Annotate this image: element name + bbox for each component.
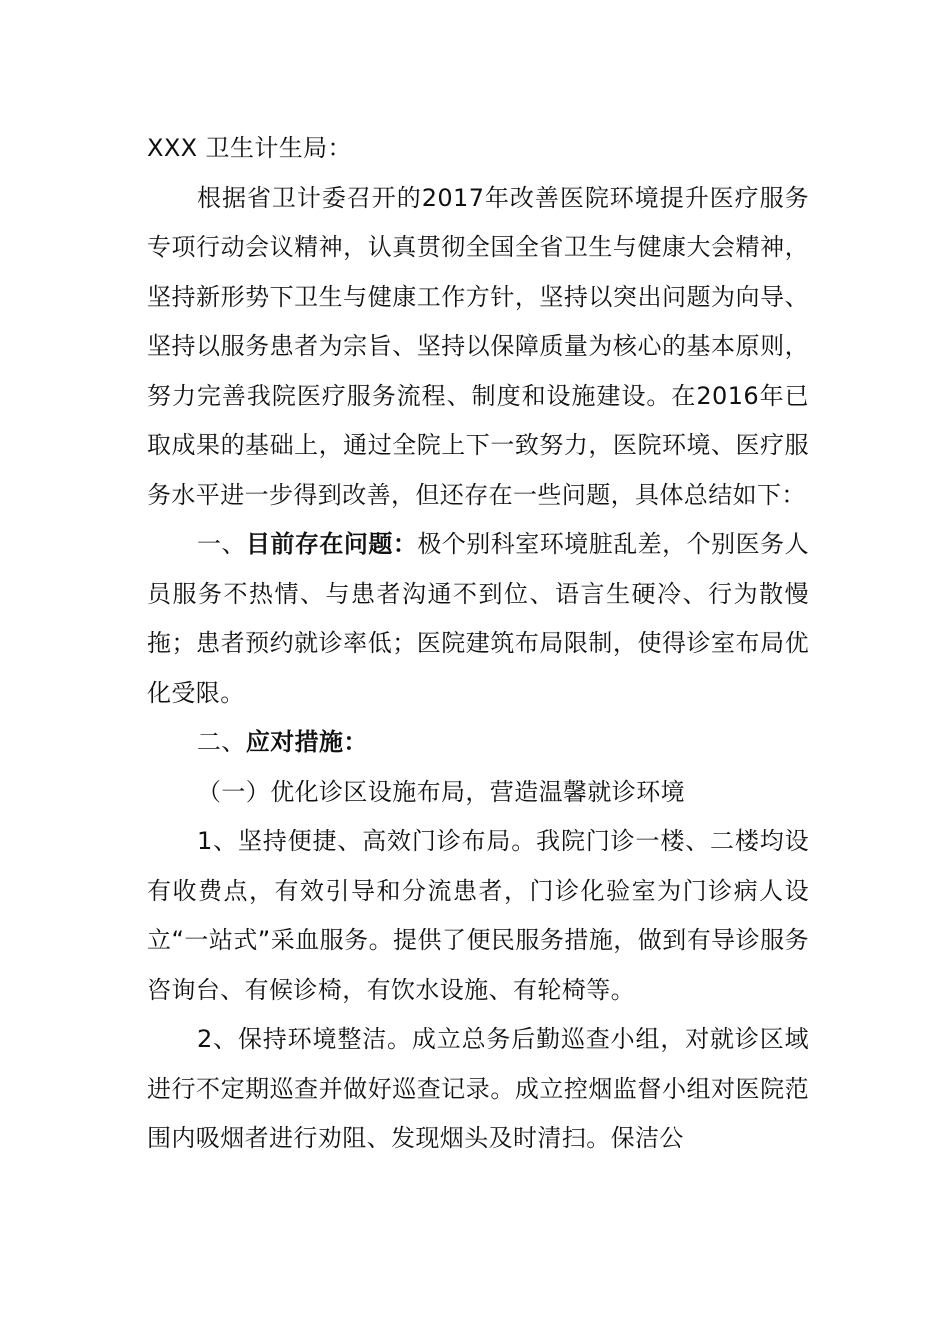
document-body [147,124,809,1164]
item1-paragraph: 1、坚持便捷、高效门诊布局。我院门诊一楼、二楼均设有收费点，有效引导和分流患者，门诊化验室为门诊病人设立“一站式”采血服务。提供了便民服务措施，做到有导诊服务咨询台、有候诊椅，有饮水设施、有轮椅等。 [147,827,809,1004]
item2-paragraph: 2、保持环境整洁。成立总务后勤巡查小组，对就诊区域进行不定期巡查并做好巡查记录。成立控烟监督小组对医院范围内吸烟者进行劝阻、发现烟头及时清扫。保洁公 [147,1025,809,1152]
section1-prefix: 一、 [197,530,246,558]
section2-paragraph [147,718,809,768]
salutation: XXX 卫生计生局： [147,134,352,162]
section1-heading: 目前存在问题： [245,530,418,558]
section1-paragraph [147,520,809,718]
section2-heading: 应对措施： [245,728,368,756]
section2-prefix: 二、 [197,728,246,756]
intro-paragraph: 根据省卫计委召开的2017年改善医院环境提升医疗服务专项行动会议精神，认真贯彻全国全省卫生与健康大会精神，坚持新形势下卫生与健康工作方针，坚持以突出问题为向导、坚持以服务患者为宗旨、坚持以保障质量为核心的基本原则，努力完善我院医疗服务流程、制度和设施建设。在2016年已取成果的基础上，通过全院上下一致努力，医院环境、医疗服务水平进一步得到改善，但还存在一些问题，具体总结如下： [147,183,809,509]
section1-body: 极个别科室环境脏乱差，个别医务人员服务不热情、与患者沟通不到位、语言生硬冷、行为散慢拖；患者预约就诊率低；医院建筑布局限制，使得诊室布局优化受限。 [147,530,809,707]
subsection1-heading: （一）优化诊区设施布局，营造温馨就诊环境 [197,777,685,806]
